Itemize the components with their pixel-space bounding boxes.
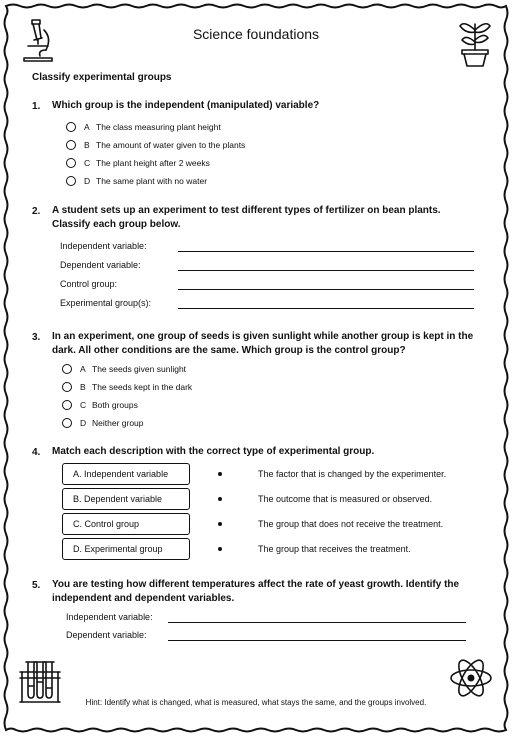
q3-option-b[interactable]: B The seeds kept in the dark	[62, 382, 192, 392]
atom-icon	[448, 656, 494, 700]
match-description: The outcome that is measured or observed.	[258, 494, 433, 504]
answer-line[interactable]	[178, 308, 474, 309]
match-description: The group that receives the treatment.	[258, 544, 411, 554]
q2-text-line2: Classify each group below.	[52, 219, 181, 230]
radio-circle[interactable]	[62, 400, 72, 410]
answer-line[interactable]	[168, 622, 466, 623]
match-term-a[interactable]: A. Independent variable	[62, 463, 190, 485]
worksheet-title: Science foundations	[192, 26, 320, 42]
answer-line[interactable]	[168, 640, 466, 641]
match-term-d[interactable]: D. Experimental group	[62, 538, 190, 560]
q3-option-a[interactable]: A The seeds given sunlight	[62, 364, 186, 374]
q2-field-label: Independent variable:	[60, 241, 147, 251]
q1-option-a[interactable]: A The class measuring plant height	[66, 122, 221, 132]
q1-text: Which group is the independent (manipulated) variable?	[52, 100, 320, 111]
match-term-b[interactable]: B. Dependent variable	[62, 488, 190, 510]
match-term-c[interactable]: C. Control group	[62, 513, 190, 535]
radio-circle[interactable]	[62, 382, 72, 392]
q1-number: 1.	[32, 101, 41, 112]
radio-circle[interactable]	[62, 364, 72, 374]
q5-field-label: Independent variable:	[66, 612, 153, 622]
q5-text-line2: independent and dependent variables.	[52, 593, 235, 604]
match-dot[interactable]	[218, 472, 222, 476]
radio-circle[interactable]	[66, 122, 76, 132]
q3-option-d[interactable]: D Neither group	[62, 418, 144, 428]
answer-line[interactable]	[178, 251, 474, 252]
q3-option-c[interactable]: C Both groups	[62, 400, 138, 410]
match-description: The factor that is changed by the experimenter.	[258, 469, 447, 479]
q5-number: 5.	[32, 580, 41, 591]
q2-field-label: Experimental group(s):	[60, 298, 152, 308]
match-dot[interactable]	[218, 497, 222, 501]
match-dot[interactable]	[218, 522, 222, 526]
radio-circle[interactable]	[62, 418, 72, 428]
radio-circle[interactable]	[66, 176, 76, 186]
q2-field-label: Dependent variable:	[60, 260, 141, 270]
q4-text: Match each description with the correct type of experimental group.	[52, 446, 375, 457]
q1-option-b[interactable]: B The amount of water given to the plants	[66, 140, 245, 150]
answer-line[interactable]	[178, 289, 474, 290]
q2-field-label: Control group:	[60, 279, 118, 289]
q1-option-c[interactable]: C The plant height after 2 weeks	[66, 158, 210, 168]
answer-line[interactable]	[178, 270, 474, 271]
q2-text-line1: A student sets up an experiment to test different types of fertilizer on bean plants.	[52, 205, 441, 216]
potted-plant-icon	[454, 16, 496, 68]
match-dot[interactable]	[218, 547, 222, 551]
radio-circle[interactable]	[66, 158, 76, 168]
radio-circle[interactable]	[66, 140, 76, 150]
hint-text: Hint: Identify what is changed, what is measured, what stays the same, and the groups involved.	[85, 698, 427, 707]
q4-number: 4.	[32, 447, 41, 458]
q1-option-d[interactable]: D The same plant with no water	[66, 176, 207, 186]
section-title: Classify experimental groups	[32, 72, 172, 83]
test-tubes-icon	[16, 656, 64, 704]
q3-number: 3.	[32, 332, 41, 343]
q3-text-line2: dark. All other conditions are the same. Which group is the control group?	[52, 345, 406, 356]
q3-text-line1: In an experiment, one group of seeds is given sunlight while another group is kept in the	[52, 331, 474, 342]
match-description: The group that does not receive the treatment.	[258, 519, 444, 529]
q5-field-label: Dependent variable:	[66, 630, 147, 640]
q2-number: 2.	[32, 206, 41, 217]
q5-text-line1: You are testing how different temperatures affect the rate of yeast growth. Identify the	[52, 579, 460, 590]
